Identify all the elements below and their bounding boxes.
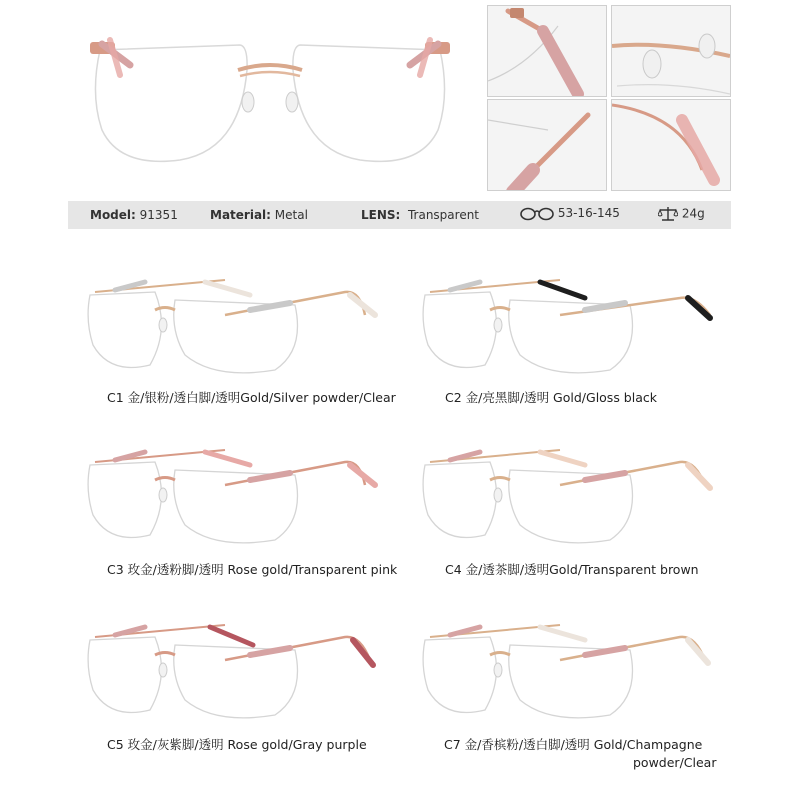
hero-glasses-front	[60, 10, 480, 190]
weight-spec	[658, 206, 705, 222]
glasses-c5	[75, 615, 395, 725]
model-value: 91351	[139, 208, 178, 222]
caption-c1: C1 金/银粉/透白脚/透明Gold/Silver powder/Clear	[107, 390, 396, 405]
detail-thumb-temple-tip	[611, 99, 731, 191]
size-spec	[520, 206, 620, 221]
scale-icon	[658, 206, 678, 222]
glasses-c4	[410, 440, 730, 550]
model-spec	[90, 208, 178, 222]
spec-bar	[68, 201, 731, 229]
glasses-c2	[410, 270, 730, 380]
size-value: 53-16-145	[557, 206, 620, 220]
material-spec	[210, 208, 308, 222]
detail-thumb-nosepad	[611, 5, 731, 97]
detail-thumb-hinge	[487, 5, 607, 97]
weight-value: 24g	[681, 206, 705, 221]
glasses-c1	[75, 270, 395, 380]
lens-label: LENS:	[361, 208, 401, 222]
material-label: Material:	[210, 208, 271, 222]
caption-c4: C4 金/透茶脚/透明Gold/Transparent brown	[445, 562, 699, 577]
glasses-c7	[410, 615, 730, 725]
caption-c7-line2: powder/Clear	[633, 755, 717, 770]
glasses-c3	[75, 440, 395, 550]
detail-thumb-temple	[487, 99, 607, 191]
material-value: Metal	[274, 208, 308, 222]
caption-c3: C3 玫金/透粉脚/透明 Rose gold/Transparent pink	[107, 562, 398, 577]
lens-value: Transparent	[407, 208, 480, 222]
model-label: Model:	[90, 208, 136, 222]
glasses-icon	[520, 207, 554, 221]
lens-spec	[361, 208, 479, 222]
caption-c7-line1: C7 金/香槟粉/透白脚/透明 Gold/Champagne	[444, 737, 703, 752]
caption-c2: C2 金/亮黑脚/透明 Gold/Gloss black	[445, 390, 657, 405]
caption-c5: C5 玫金/灰紫脚/透明 Rose gold/Gray purple	[107, 737, 367, 752]
